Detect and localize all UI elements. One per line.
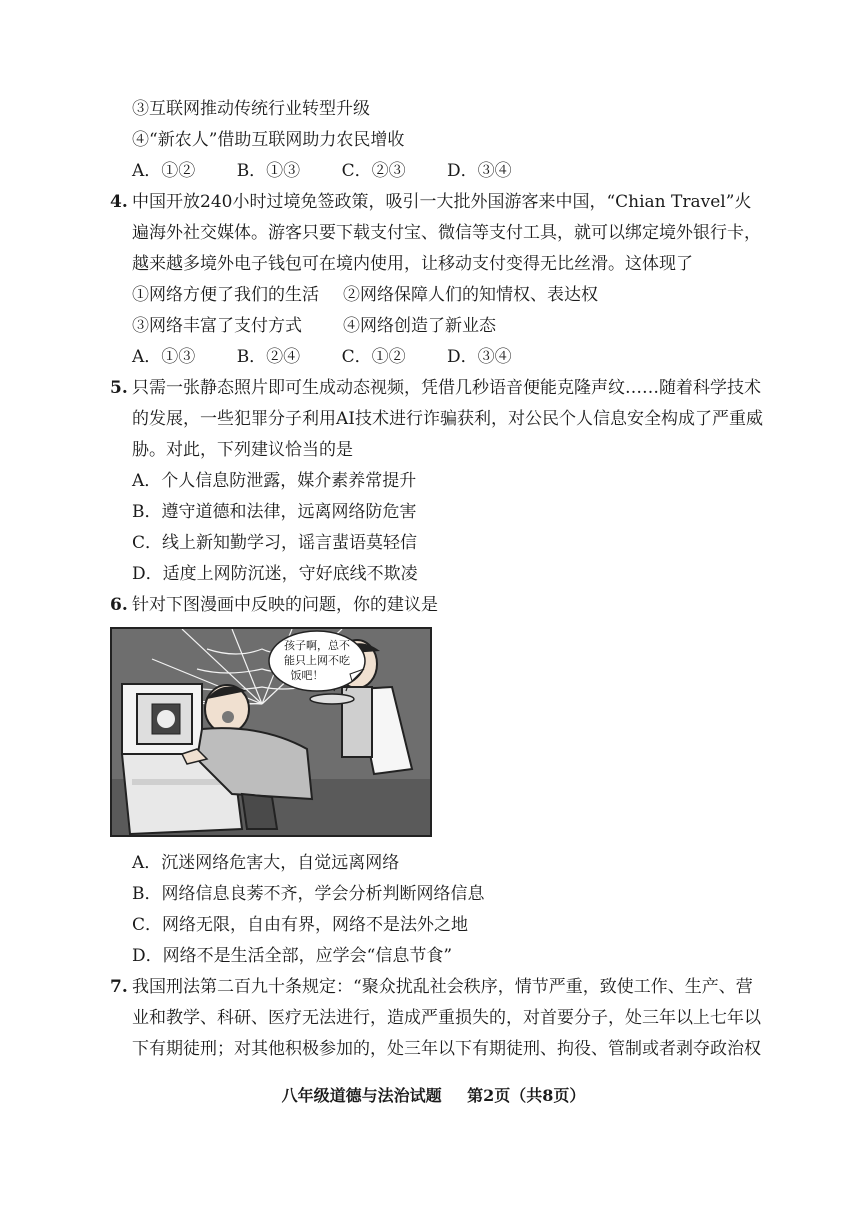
cartoon-image bbox=[110, 627, 432, 837]
q7-stem-line-3: 下有期徒刑；对其他积极参加的，处三年以下有期徒刑、拘役、管制或者剥夺政治权 bbox=[132, 1039, 761, 1059]
q6-choice-a: A．沉迷网络危害大，自觉远离网络 bbox=[132, 853, 400, 873]
q3-choice-c: C．②③ bbox=[341, 161, 406, 181]
q3-choice-b: B．①③ bbox=[236, 161, 301, 181]
q5-stem-line-1: 只需一张静态照片即可生成动态视频，凭借几秒语音便能克隆声纹……随着科学技术 bbox=[132, 378, 761, 398]
q5-choice-b: B．遵守道德和法律，远离网络防危害 bbox=[132, 502, 417, 522]
q7-number: 7. bbox=[110, 977, 128, 997]
q3-choices bbox=[132, 160, 548, 182]
q5-choice-a: A．个人信息防泄露，媒介素养常提升 bbox=[132, 471, 417, 491]
q6-choice-c: C．网络无限，自由有界，网络不是法外之地 bbox=[132, 915, 469, 935]
speech-bubble-line-1: 孩子啊，总不 bbox=[284, 639, 350, 652]
cartoon-illustration bbox=[112, 629, 430, 835]
q4-choice-c: C．①② bbox=[341, 347, 406, 367]
footer-page-number: 第2页（共8页） bbox=[467, 1086, 586, 1105]
q4-choices bbox=[132, 346, 548, 368]
speech-bubble-line-2: 能只上网不吃 bbox=[284, 654, 350, 667]
q4-choice-a: A．①③ bbox=[132, 347, 196, 367]
footer-subject: 八年级道德与法治试题 bbox=[281, 1086, 442, 1105]
q3-option-4: ④“新农人”借助互联网助力农民增收 bbox=[132, 130, 405, 150]
q3-choice-a: A．①② bbox=[132, 161, 196, 181]
q6-choice-d: D．网络不是生活全部，应学会“信息节食” bbox=[132, 946, 453, 966]
q6-choice-b: B．网络信息良莠不齐，学会分析判断网络信息 bbox=[132, 884, 485, 904]
q7-stem-line-2: 业和教学、科研、医疗无法进行，造成严重损失的，对首要分子，处三年以上七年以 bbox=[132, 1008, 761, 1028]
q3-option-3: ③互联网推动传统行业转型升级 bbox=[132, 99, 370, 119]
q4-stem-line-2: 遍海外社交媒体。游客只要下载支付宝、微信等支付工具，就可以绑定境外银行卡， bbox=[132, 223, 761, 243]
q4-choice-b: B．②④ bbox=[236, 347, 301, 367]
speech-bubble-line-3: 饭吧！ bbox=[290, 669, 324, 682]
q6-number: 6. bbox=[110, 595, 128, 615]
q5-number: 5. bbox=[110, 378, 128, 398]
page-footer bbox=[0, 1083, 867, 1106]
q4-option-1: ①网络方便了我们的生活 bbox=[132, 285, 319, 305]
q4-number: 4. bbox=[110, 192, 128, 212]
q4-stem-line-1: 中国开放240小时过境免签政策，吸引一大批外国游客来中国，“Chian Travel”火 bbox=[132, 192, 752, 212]
q3-choice-d: D．③④ bbox=[447, 161, 512, 181]
q5-choice-d: D．适度上网防沉迷，守好底线不欺凌 bbox=[132, 564, 418, 584]
q7-stem-line-1: 我国刑法第二百九十条规定：“聚众扰乱社会秩序，情节严重，致使工作、生产、营 bbox=[132, 977, 753, 997]
q5-stem-line-3: 胁。对此，下列建议恰当的是 bbox=[132, 440, 353, 460]
q4-stem-line-3: 越来越多境外电子钱包可在境内使用，让移动支付变得无比丝滑。这体现了 bbox=[132, 254, 693, 274]
q6-stem-line-1: 针对下图漫画中反映的问题，你的建议是 bbox=[132, 595, 438, 615]
q4-option-3: ③网络丰富了支付方式 bbox=[132, 316, 302, 336]
q4-option-2: ②网络保障人们的知情权、表达权 bbox=[343, 285, 598, 305]
q4-option-4: ④网络创造了新业态 bbox=[343, 316, 496, 336]
q4-choice-d: D．③④ bbox=[447, 347, 512, 367]
q5-stem-line-2: 的发展，一些犯罪分子利用AI技术进行诈骗获利，对公民个人信息安全构成了严重威 bbox=[132, 409, 763, 429]
q5-choice-c: C．线上新知勤学习，谣言蜚语莫轻信 bbox=[132, 533, 418, 553]
